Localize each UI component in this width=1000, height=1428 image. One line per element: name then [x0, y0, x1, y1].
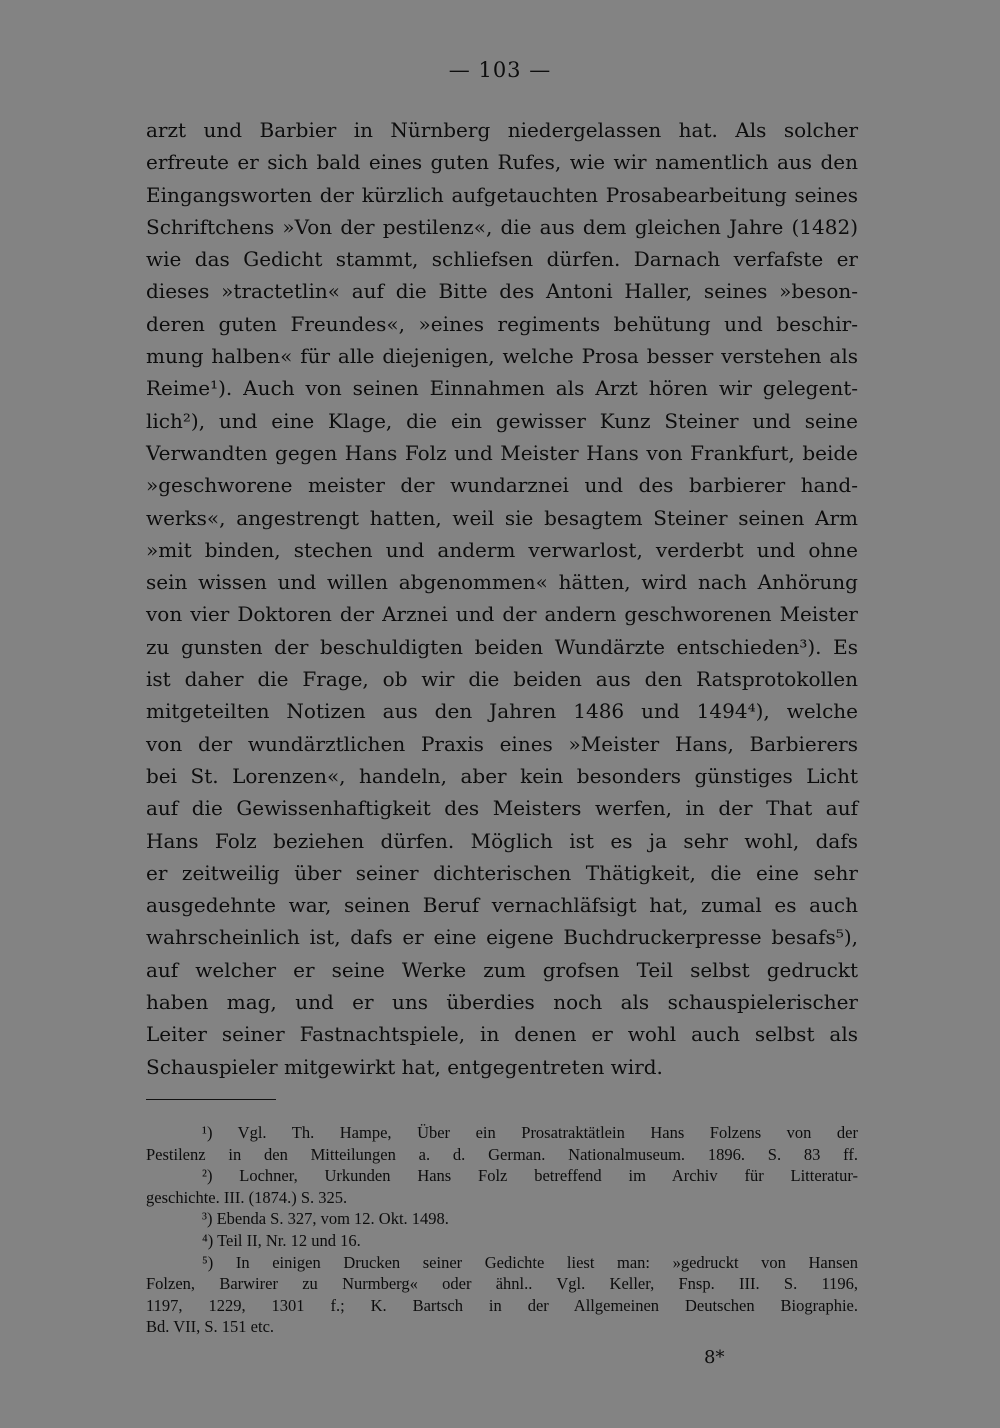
footnotes	[146, 1122, 858, 1338]
body-line: wahrscheinlich ist, dafs er eine eigene Buchdruckerpresse besafs⁵),	[146, 925, 858, 950]
body-line: Schauspieler mitgewirkt hat, entgegentreten wird.	[146, 1054, 663, 1079]
footnote-separator	[146, 1099, 276, 1100]
footnote-line: Pestilenz in den Mitteilungen a. d. German. Nationalmuseum. 1896. S. 83 ff.	[146, 1144, 858, 1164]
body-line: ausgedehnte war, seinen Beruf vernachläfsigt hat, zumal es auch	[146, 893, 858, 918]
footnote-line: ⁴) Teil II, Nr. 12 und 16.	[202, 1230, 361, 1250]
footnote-line: ³) Ebenda S. 327, vom 12. Okt. 1498.	[202, 1209, 449, 1229]
footnote-line: ²) Lochner, Urkunden Hans Folz betreffend im Archiv für Litteratur-	[202, 1166, 858, 1186]
body-line: Verwandten gegen Hans Folz und Meister Hans von Frankfurt, beide	[146, 440, 858, 465]
body-line: haben mag, und er uns überdies noch als schauspielerischer	[146, 990, 858, 1015]
body-line: werks«, angestrengt hatten, weil sie besagtem Steiner seinen Arm	[146, 505, 858, 530]
body-line: Schriftchens »Von der pestilenz«, die aus dem gleichen Jahre (1482)	[146, 214, 858, 239]
body-line: bei St. Lorenzen«, handeln, aber kein besonders günstiges Licht	[146, 763, 858, 788]
body-line: von der wundärztlichen Praxis eines »Meister Hans, Barbierers	[146, 731, 858, 756]
body-line: Hans Folz beziehen dürfen. Möglich ist es ja sehr wohl, dafs	[146, 828, 858, 853]
body-line: Leiter seiner Fastnachtspiele, in denen er wohl auch selbst als	[146, 1022, 858, 1047]
body-line: »mit binden, stechen und anderm verwarlost, verderbt und ohne	[146, 537, 858, 562]
footnote-line: Folzen, Barwirer zu Nurmberg« oder ähnl.. Vgl. Keller, Fnsp. III. S. 1196,	[146, 1274, 858, 1294]
body-line: auf die Gewissenhaftigkeit des Meisters werfen, in der That auf	[146, 796, 858, 821]
signature-mark: 8*	[704, 1347, 725, 1368]
body-line: erfreute er sich bald eines guten Rufes, wie wir namentlich aus den	[146, 150, 858, 175]
footnote-line: ¹) Vgl. Th. Hampe, Über ein Prosatraktätlein Hans Folzens von der	[202, 1123, 858, 1142]
body-line: mitgeteilten Notizen aus den Jahren 1486 und 1494⁴), welche	[146, 699, 858, 724]
body-line: mung halben« für alle diejenigen, welche Prosa besser verstehen als	[146, 344, 858, 369]
body-line: Reime¹). Auch von seinen Einnahmen als Arzt hören wir gelegent-	[146, 376, 858, 401]
body-text	[146, 114, 858, 1083]
page-number-header: — 103 —	[448, 58, 552, 82]
body-line: ist daher die Frage, ob wir die beiden aus den Ratsprotokollen	[146, 667, 858, 692]
body-line: zu gunsten der beschuldigten beiden Wundärzte entschieden³). Es	[146, 634, 858, 659]
footnote-line: ⁵) In einigen Drucken seiner Gedichte liest man: »gedruckt von Hansen	[202, 1252, 858, 1272]
body-line: lich²), und eine Klage, die ein gewisser Kunz Steiner und seine	[146, 408, 858, 433]
body-line: von vier Doktoren der Arznei und der andern geschworenen Meister	[146, 602, 858, 627]
body-line: wie das Gedicht stammt, schliefsen dürfen. Darnach verfafste er	[146, 247, 858, 272]
body-line: »geschworene meister der wundarznei und des barbierer hand-	[146, 473, 858, 498]
body-line: auf welcher er seine Werke zum grofsen Teil selbst gedruckt	[146, 957, 858, 982]
body-line: er zeitweilig über seiner dichterischen Thätigkeit, die eine sehr	[146, 860, 858, 885]
footnote-line: 1197, 1229, 1301 f.; K. Bartsch in der Allgemeinen Deutschen Biographie.	[146, 1295, 858, 1315]
body-line: sein wissen und willen abgenommen« hätten, wird nach Anhörung	[146, 570, 858, 595]
body-line: dieses »tractetlin« auf die Bitte des Antoni Haller, seines »beson-	[146, 279, 858, 304]
body-line: arzt und Barbier in Nürnberg niedergelassen hat. Als solcher	[146, 118, 858, 142]
footnote-line: Bd. VII, S. 151 etc.	[146, 1317, 275, 1337]
footnote-line: geschichte. III. (1874.) S. 325.	[146, 1187, 348, 1207]
body-line: deren guten Freundes«, »eines regiments behütung und beschir-	[146, 311, 858, 336]
body-line: Eingangsworten der kürzlich aufgetauchten Prosabearbeitung seines	[146, 182, 858, 207]
